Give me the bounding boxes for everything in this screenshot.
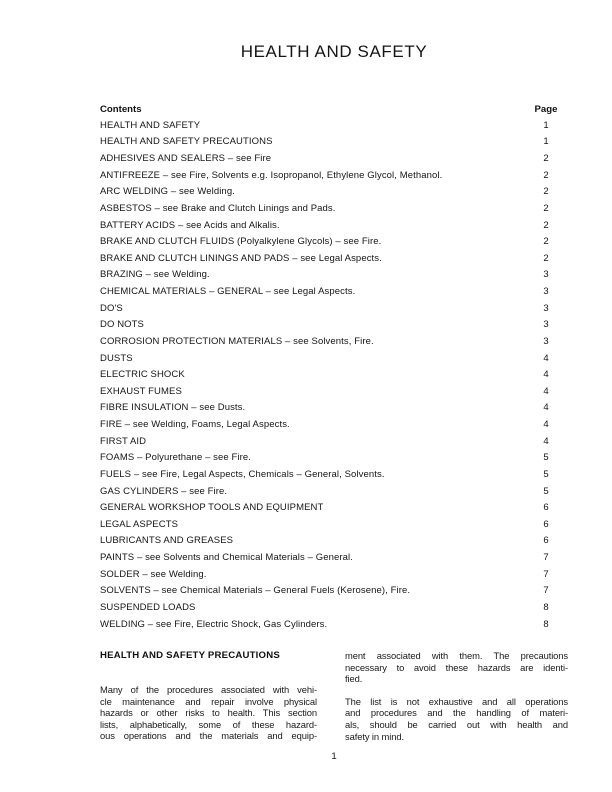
toc-row — [100, 383, 561, 400]
toc-entry-page: 4 — [543, 419, 549, 431]
toc-row — [100, 533, 561, 550]
toc-entry-page: 2 — [543, 186, 549, 198]
toc-entry-page: 2 — [543, 153, 549, 165]
toc-entry-label: SOLDER – see Welding. — [100, 568, 207, 580]
toc-row — [100, 300, 561, 317]
toc-entry-page: 2 — [543, 236, 549, 248]
toc-entry-label: DUSTS — [100, 352, 133, 364]
toc-entry-label: DO NOTS — [100, 319, 144, 331]
body-text-line: ous operations and the materials and equip- — [100, 730, 317, 742]
toc-entry-label: ELECTRIC SHOCK — [100, 369, 185, 381]
footer-page-number: 1 — [331, 751, 337, 762]
toc-entry-label: CHEMICAL MATERIALS – GENERAL – see Legal Aspects. — [100, 286, 356, 298]
toc-row — [100, 184, 561, 201]
toc-row — [100, 200, 561, 217]
toc-row — [100, 400, 561, 417]
toc-entry-label: GENERAL WORKSHOP TOOLS AND EQUIPMENT — [100, 502, 324, 514]
toc-entry-label: FIRST AID — [100, 435, 147, 447]
body-right-column — [345, 650, 568, 742]
toc-entry-label: ADHESIVES AND SEALERS – see Fire — [100, 153, 272, 165]
toc-list — [100, 117, 561, 632]
toc-entry-page: 1 — [543, 119, 549, 131]
toc-row — [100, 134, 561, 151]
toc-entry-page: 5 — [543, 452, 549, 464]
toc-entry-label: CORROSION PROTECTION MATERIALS – see Solvents, Fire. — [100, 335, 374, 347]
toc-row — [100, 433, 561, 450]
toc-entry-page: 2 — [543, 202, 549, 214]
body-text-line: fied. — [345, 673, 363, 685]
toc-row — [100, 283, 561, 300]
body-text-line: necessary to avoid these hazards are identi- — [345, 661, 568, 673]
toc-entry-page: 4 — [543, 369, 549, 381]
toc-entry-label: DO'S — [100, 302, 123, 314]
toc-row — [100, 217, 561, 234]
toc-entry-label: BRAKE AND CLUTCH LININGS AND PADS – see Legal Aspects. — [100, 252, 382, 264]
toc-row — [100, 350, 561, 367]
toc-entry-label: BATTERY ACIDS – see Acids and Alkalis. — [100, 219, 280, 231]
toc-entry-label: SUSPENDED LOADS — [100, 601, 196, 613]
toc-row — [100, 150, 561, 167]
toc-entry-page: 2 — [543, 219, 549, 231]
toc-entry-page: 6 — [543, 535, 549, 547]
toc-entry-page: 3 — [543, 269, 549, 281]
toc-row — [100, 549, 561, 566]
toc-entry-label: FIBRE INSULATION – see Dusts. — [100, 402, 246, 414]
toc-entry-label: HEALTH AND SAFETY PRECAUTIONS — [100, 136, 273, 148]
toc-row — [100, 366, 561, 383]
toc-entry-page: 8 — [543, 601, 549, 613]
toc-entry-label: ASBESTOS – see Brake and Clutch Linings and Pads. — [100, 202, 336, 214]
precautions-section-heading: HEALTH AND SAFETY PRECAUTIONS — [100, 650, 280, 661]
toc-entry-label: BRAKE AND CLUTCH FLUIDS (Polyalkylene Glycols) – see Fire. — [100, 236, 382, 248]
toc-row — [100, 566, 561, 583]
toc-contents-heading: Contents — [100, 103, 142, 115]
toc-entry-page: 2 — [543, 252, 549, 264]
toc-entry-page: 7 — [543, 568, 549, 580]
toc-row — [100, 466, 561, 483]
body-text-line: Many of the procedures associated with vehi- — [100, 684, 317, 695]
toc-entry-page: 4 — [543, 385, 549, 397]
toc-entry-label: PAINTS – see Solvents and Chemical Materials – General. — [100, 552, 353, 564]
toc-entry-label: FOAMS – Polyurethane – see Fire. — [100, 452, 252, 464]
toc-entry-page: 4 — [543, 402, 549, 414]
toc-page-heading: Page — [534, 103, 558, 115]
toc-entry-page: 7 — [543, 552, 549, 564]
toc-row — [100, 450, 561, 467]
toc-entry-page: 6 — [543, 518, 549, 530]
toc-entry-label: FIRE – see Welding, Foams, Legal Aspects. — [100, 419, 290, 431]
toc-entry-page: 5 — [543, 485, 549, 497]
toc-entry-label: FUELS – see Fire, Legal Aspects, Chemicals – General, Solvents. — [100, 468, 385, 480]
toc-row — [100, 117, 561, 134]
toc-entry-page: 4 — [543, 435, 549, 447]
body-text-line: ment associated with them. The precautions — [345, 650, 568, 661]
toc-entry-label: SOLVENTS – see Chemical Materials – General Fuels (Kerosene), Fire. — [100, 585, 411, 597]
toc-row — [100, 317, 561, 334]
toc-row — [100, 516, 561, 533]
body-text-line: hazards or other risks to health. This section — [100, 707, 317, 719]
toc-header — [100, 102, 561, 116]
paragraph — [345, 650, 568, 685]
toc-entry-label: BRAZING – see Welding. — [100, 269, 210, 281]
toc-entry-page: 3 — [543, 302, 549, 314]
toc-entry-label: HEALTH AND SAFETY — [100, 119, 201, 131]
toc-row — [100, 499, 561, 516]
body-text-line: cle maintenance and repair involve physical — [100, 695, 317, 707]
toc-row — [100, 267, 561, 284]
toc-row — [100, 416, 561, 433]
toc-row — [100, 616, 561, 633]
toc-entry-label: WELDING – see Fire, Electric Shock, Gas Cylinders. — [100, 618, 328, 630]
toc-entry-page: 3 — [543, 335, 549, 347]
toc-entry-page: 8 — [543, 618, 549, 630]
toc-entry-page: 5 — [543, 468, 549, 480]
toc-entry-label: EXHAUST FUMES — [100, 385, 182, 397]
toc-entry-label: LUBRICANTS AND GREASES — [100, 535, 234, 547]
toc-row — [100, 583, 561, 600]
toc-row — [100, 483, 561, 500]
toc-entry-page: 3 — [543, 319, 549, 331]
body-text-line: The list is not exhaustive and all operations — [345, 695, 568, 707]
toc-entry-label: ARC WELDING – see Welding. — [100, 186, 235, 198]
toc-row — [100, 333, 561, 350]
toc-entry-label: LEGAL ASPECTS — [100, 518, 179, 530]
toc-entry-label: GAS CYLINDERS – see Fire. — [100, 485, 228, 497]
toc-entry-page: 7 — [543, 585, 549, 597]
toc-entry-page: 3 — [543, 286, 549, 298]
body-text-line: and procedures and the handling of materi- — [345, 707, 568, 719]
toc-entry-page: 1 — [543, 136, 549, 148]
toc-row — [100, 599, 561, 616]
toc-entry-page: 2 — [543, 169, 549, 181]
toc-row — [100, 167, 561, 184]
body-text-line: lists, alphabetically, some of these hazard- — [100, 718, 317, 730]
toc-entry-label: ANTIFREEZE – see Fire, Solvents e.g. Isopropanol, Ethylene Glycol, Methanol. — [100, 169, 443, 181]
toc-row — [100, 250, 561, 267]
toc-entry-page: 4 — [543, 352, 549, 364]
paragraph — [345, 696, 568, 742]
toc-row — [100, 233, 561, 250]
body-text-line: safety in mind. — [345, 730, 404, 742]
page-title: HEALTH AND SAFETY — [240, 42, 428, 61]
body-text-line: als, should be carried out with health and — [345, 718, 568, 730]
body-left-column — [100, 684, 317, 742]
toc-entry-page: 6 — [543, 502, 549, 514]
